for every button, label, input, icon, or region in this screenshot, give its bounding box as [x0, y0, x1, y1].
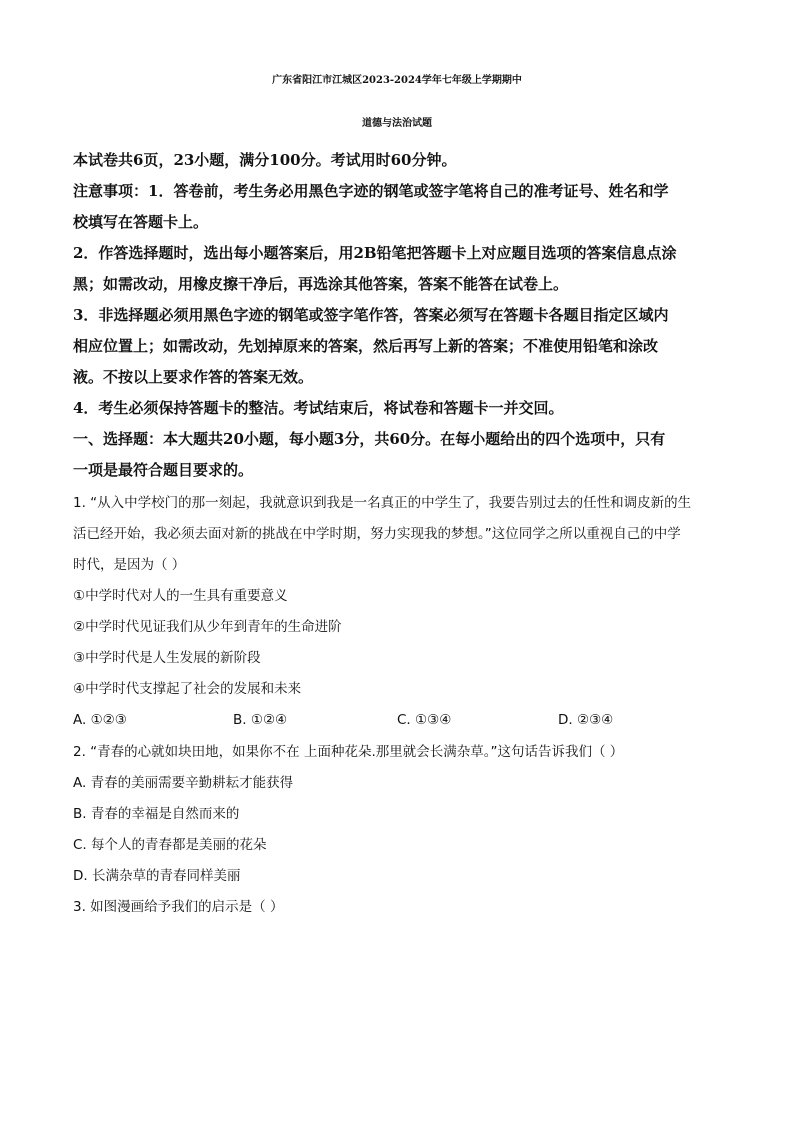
question-2-option-d: D. 长满杂草的青春同样美丽	[73, 868, 241, 884]
instruction-4: 4．考生必须保持答题卡的整洁。考试结束后，将试卷和答题卡一并交回。	[73, 399, 564, 417]
question-2-option-a: A. 青春的美丽需要辛勤耕耘才能获得	[73, 775, 294, 791]
instruction-3: 3．非选择题必须用黑色字迹的钢笔或签字笔作答，答案必须写在答题卡各题目指定区域内	[73, 306, 669, 324]
section-heading: 一、选择题：本大题共20小题，每小题3分，共60分。在每小题给出的四个选项中，只有	[73, 430, 666, 448]
question-1-statement-4: ④中学时代支撑起了社会的发展和未来	[73, 681, 302, 697]
question-2-stem: 2. “青春的心就如块田地，如果你不在 上面种花朵.那里就会长满杂草。”这句话告诉我们（ ）	[73, 744, 624, 760]
section-heading-cont: 一项是最符合题目要求的。	[73, 461, 254, 479]
instruction-2: 2．作答选择题时，选出每小题答案后，用2B铅笔把答题卡上对应题目选项的答案信息点涂	[73, 244, 677, 262]
question-1-statement-1: ①中学时代对人的一生具有重要意义	[73, 588, 288, 604]
question-2-option-c: C. 每个人的青春都是美丽的花朵	[73, 837, 267, 853]
question-1-option-a: A. ①②③	[73, 712, 127, 728]
question-1-stem-cont: 活已经开始，我必须去面对新的挑战在中学时期，努力实现我的梦想。”这位同学之所以重视自己的中学	[73, 526, 681, 542]
question-3-stem: 3. 如图漫画给予我们的启示是（ ）	[73, 899, 284, 915]
instruction-1-cont: 校填写在答题卡上。	[73, 213, 209, 231]
question-1-option-b: B. ①②④	[233, 712, 288, 728]
exam-subject-title: 道德与法治试题	[362, 118, 432, 129]
instruction-1: 注意事项：1．答卷前，考生务必用黑色字迹的钢笔或签字笔将自己的准考证号、姓名和学	[73, 182, 669, 200]
question-1-statement-2: ②中学时代见证我们从少年到青年的生命进阶	[73, 619, 342, 635]
instruction-2-cont: 黑；如需改动，用橡皮擦干净后，再选涂其他答案，答案不能答在试卷上。	[73, 275, 569, 293]
question-2-option-b: B. 青春的幸福是自然而来的	[73, 806, 240, 822]
instruction-3-cont: 相应位置上；如需改动，先划掉原来的答案，然后再写上新的答案；不准使用铅笔和涂改	[73, 337, 659, 355]
question-1-stem: 1. “从入中学校门的那一刻起，我就意识到我是一名真正的中学生了，我要告别过去的任性和调皮新的生	[73, 495, 692, 511]
instruction-3-cont2: 液。不按以上要求作答的答案无效。	[73, 368, 314, 386]
exam-title: 广东省阳江市江城区2023-2024学年七年级上学期期中	[272, 75, 522, 86]
question-1-option-c: C. ①③④	[397, 712, 452, 728]
instructions-summary: 本试卷共6页，23小题，满分100分。考试用时60分钟。	[73, 151, 457, 169]
question-1-statement-3: ③中学时代是人生发展的新阶段	[73, 650, 261, 666]
question-1-option-d: D. ②③④	[558, 712, 614, 728]
question-1-stem-end: 时代，是因为（ ）	[73, 557, 186, 573]
